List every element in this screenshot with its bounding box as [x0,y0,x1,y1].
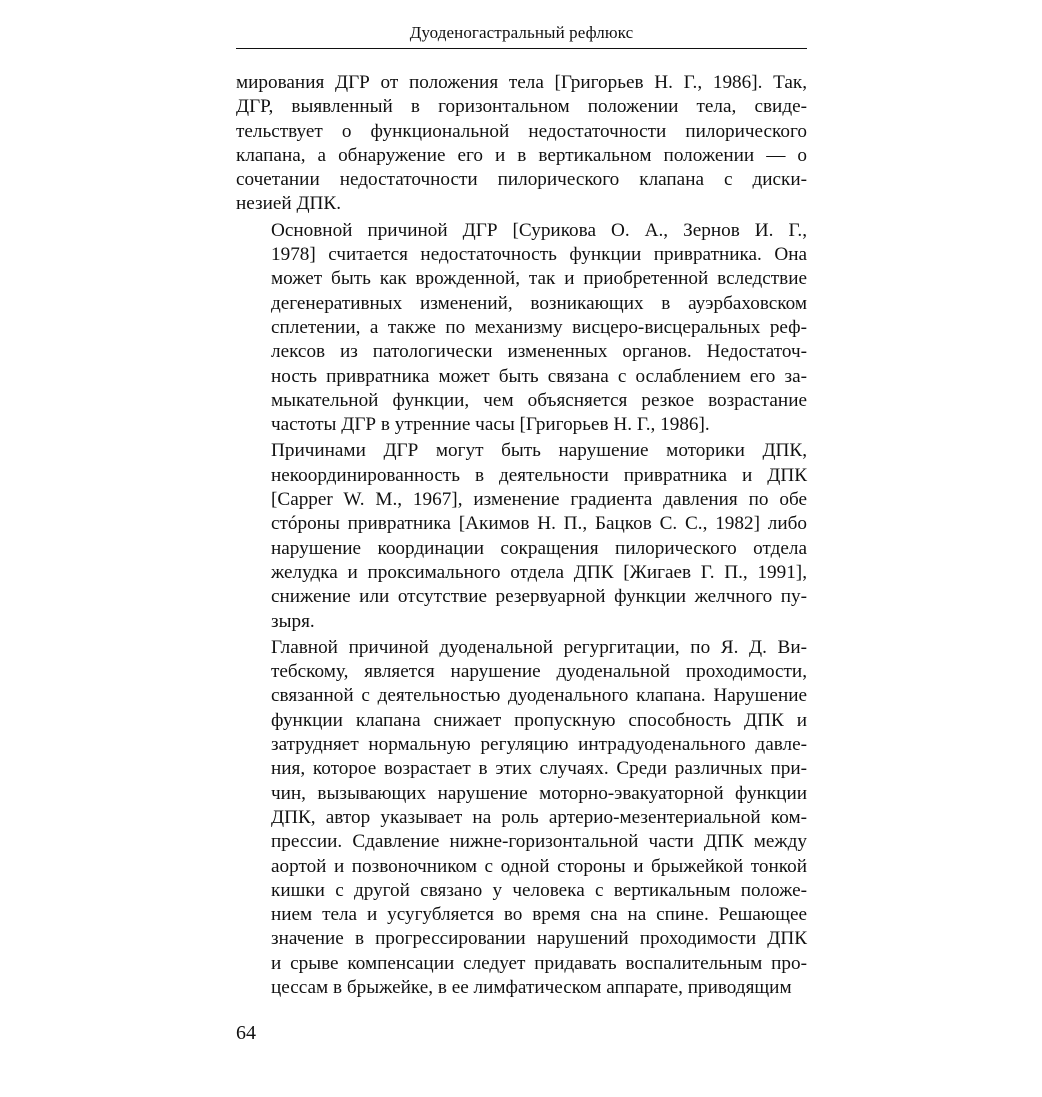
text-line: лексов из патологически измененных органов. Недостаточ- [271,341,807,363]
text-line: ДПК, автор указывает на роль артерио-мезентериальной ком- [271,806,807,828]
text-line: Главной причиной дуоденальной регургитации, по Я. Д. Ви- [271,636,807,658]
text-line: цессам в брыжейке, в ее лимфатическом аппарате, приводящим [271,976,792,998]
text-line: кишки с другой связано у человека с вертикальным положе- [271,879,807,901]
body-text [236,71,807,1002]
text-line: нием тела и усугубляется во время сна на спине. Решающее [271,904,807,926]
text-line: некоординированность в деятельности привратника и ДПК [271,464,807,486]
text-line: и срыве компенсации следует придавать воспалительным про- [271,952,807,974]
text-line: затрудняет нормальную регуляцию интрадуоденального давле- [271,734,807,756]
header-rule [236,48,807,49]
text-line: Причинами ДГР могут быть нарушение моторики ДПК, [271,440,807,462]
text-line: сочетании недостаточности пилорического клапана с диски- [236,169,807,191]
text-line: желудка и проксимального отдела ДПК [Жигаев Г. П., 1991], [271,561,807,583]
text-line: мирования ДГР от положения тела [Григорьев Н. Г., 1986]. Так, [236,72,807,93]
text-line: клапана, а обнаружение его и в вертикальном положении — о [236,144,807,166]
text-line: [Capper W. M., 1967], изменение градиента давления по обе [271,489,807,511]
text-line: чин, вызывающих нарушение моторно-эвакуаторной функции [271,782,807,804]
text-line: аортой и позвоночником с одной стороны и брыжейкой тонкой [271,855,807,877]
text-line: зыря. [271,610,315,632]
text-line: может быть как врожденной, так и приобретенной вследствие [271,268,807,290]
text-line: ния, которое возрастает в этих случаях. Среди различных при- [271,758,807,780]
text-line: 1978] считается недостаточность функции привратника. Она [271,244,807,266]
text-line: ДГР, выявленный в горизонтальном положении тела, свиде- [236,96,807,118]
running-head: Дуоденогастральный рефлюкс [409,23,634,42]
text-line: сплетении, а также по механизму висцеро-висцеральных реф- [271,316,807,338]
book-page [236,0,807,1097]
paragraph [236,439,807,633]
text-line: связанной с деятельностью дуоденального клапана. Нарушение [271,685,807,707]
paragraph [236,636,807,1000]
paragraph [236,219,807,438]
text-line: ность привратника может быть связана с ослаблением его за- [271,365,807,387]
text-line: снижение или отсутствие резервуарной функции желчного пу- [271,586,807,608]
text-line: тельствует о функциональной недостаточности пилорического [236,120,807,142]
text-line: стóроны привратника [Акимов Н. П., Бацков С. С., 1982] либо [271,513,807,535]
text-line: нарушение координации сокращения пилорического отдела [271,537,807,559]
text-line: тебскому, является нарушение дуоденальной проходимости, [271,661,807,683]
text-line: значение в прогрессировании нарушений проходимости ДПК [271,928,807,950]
text-line: прессии. Сдавление нижне-горизонтальной части ДПК между [271,831,807,853]
text-line: функции клапана снижает пропускную способность ДПК и [271,709,807,731]
paragraph [236,71,807,217]
page-number: 64 [236,1022,256,1044]
text-line: частоты ДГР в утренние часы [Григорьев Н. Г., 1986]. [271,414,710,436]
text-line: Основной причиной ДГР [Сурикова О. А., Зернов И. Г., [271,219,807,241]
text-line: мыкательной функции, чем объясняется резкое возрастание [271,389,807,411]
text-line: дегенеративных изменений, возникающих в ауэрбаховском [271,292,807,314]
text-line: незией ДПК. [236,193,341,215]
